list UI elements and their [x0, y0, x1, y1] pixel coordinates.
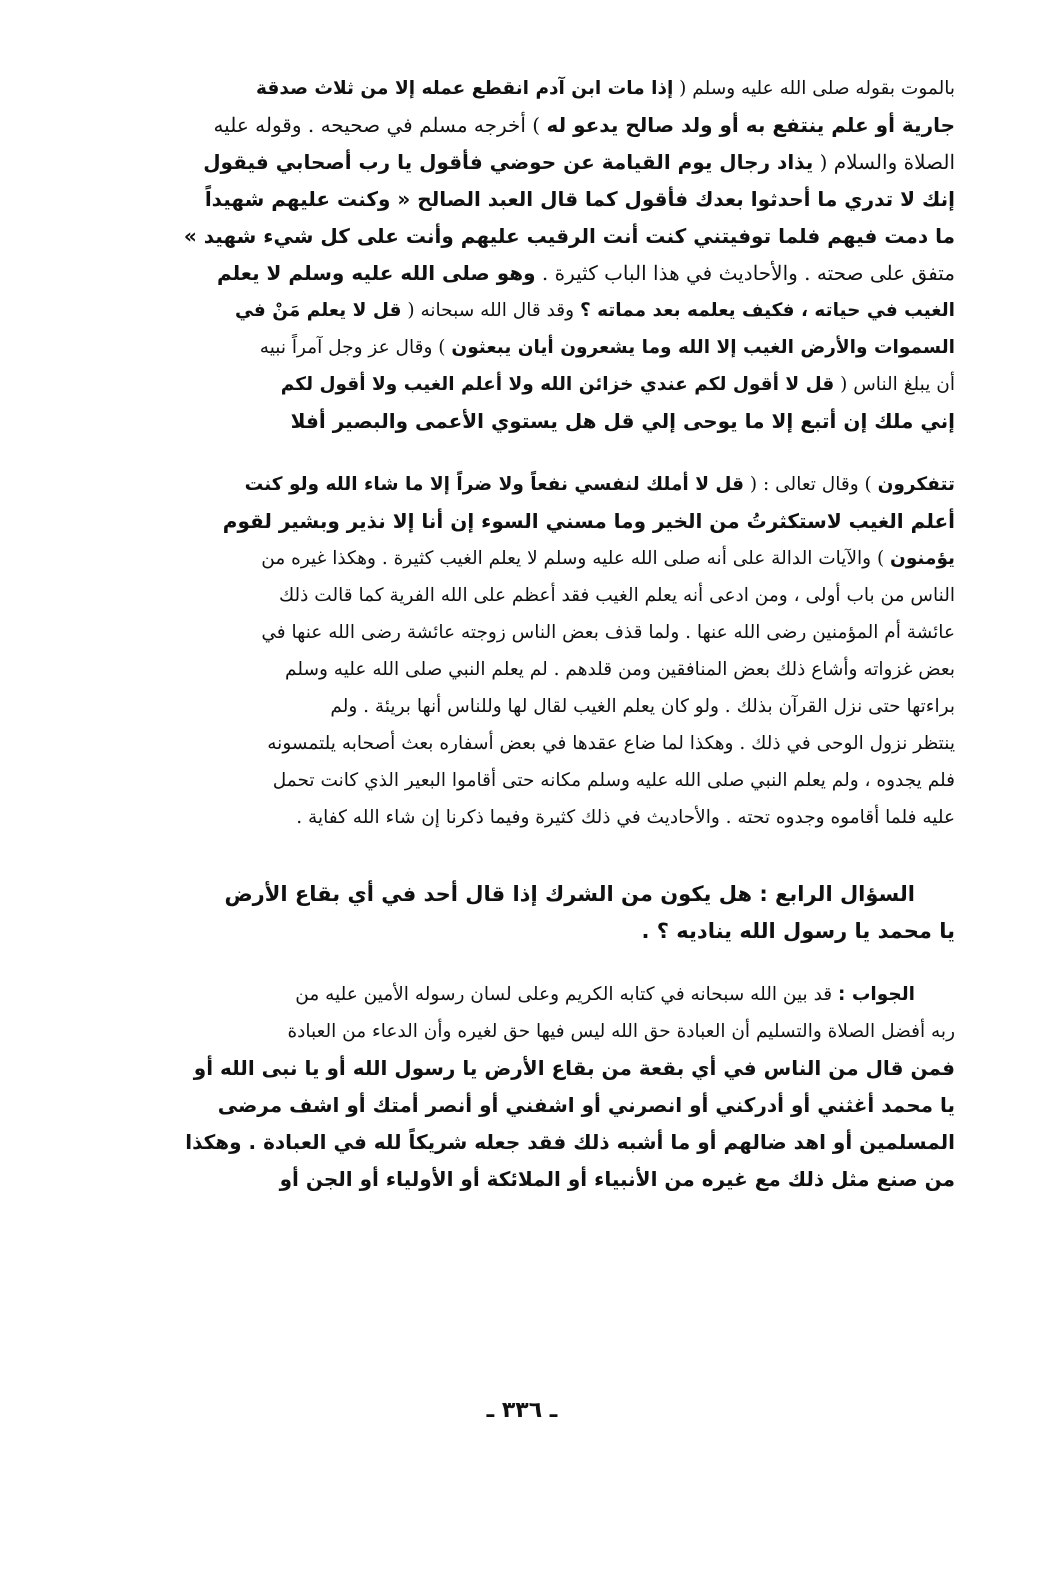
paragraph-gap	[95, 950, 955, 976]
text-line	[95, 466, 955, 503]
page-number: ـ ٣٣٦ ـ	[486, 1398, 558, 1423]
text-line	[95, 762, 955, 799]
text-line	[95, 688, 955, 725]
text-line	[95, 181, 955, 218]
bold-text: فمن قال من الناس في أي بقعة من بقاع الأرض يا رسول الله أو يا نبى الله أو	[193, 1056, 955, 1080]
plain-text: ) وقال تعالى : (	[744, 474, 878, 495]
text-line	[95, 976, 955, 1013]
section-gap	[95, 836, 955, 876]
text-line	[95, 107, 955, 144]
text-line	[95, 1050, 955, 1087]
question-heading	[95, 876, 955, 950]
bold-text: وهو صلى الله عليه وسلم لا يعلم	[216, 261, 536, 285]
bold-text: الغيب في حياته ، فكيف يعلمه بعد مماته ؟	[579, 300, 955, 321]
question-line: يا محمد يا رسول الله يناديه ؟ .	[641, 919, 955, 943]
bold-text: جارية أو علم ينتفع به أو ولد صالح يدعو له	[546, 113, 955, 137]
plain-text: عائشة أم المؤمنين رضى الله عنها . ولما قذف بعض الناس زوجته عائشة رضى الله عنها في	[261, 622, 955, 643]
paragraph-2	[95, 466, 955, 836]
text-line	[95, 366, 955, 403]
bold-text: يا محمد أغثني أو أدركني أو انصرني أو اشفني أو أنصر أمتك أو اشف مرضى	[217, 1093, 955, 1117]
plain-text: بعض غزواته وأشاع ذلك بعض المنافقين ومن قلدهم . لم يعلم النبي صلى الله عليه وسلم	[285, 659, 955, 680]
plain-text: أن يبلغ الناس (	[834, 374, 955, 395]
bold-text: السموات والأرض الغيب إلا الله وما يشعرون أيان يبعثون	[451, 337, 955, 358]
bold-text: قل لا يعلم مَنْ في	[234, 300, 402, 321]
answer-paragraph	[95, 976, 955, 1198]
plain-text: فلم يجدوه ، ولم يعلم النبي صلى الله عليه وسلم مكانه حتى أقاموا البعير الذي كانت تحمل	[272, 770, 955, 791]
text-line	[95, 403, 955, 440]
text-line	[95, 218, 955, 255]
plain-text: متفق على صحته . والأحاديث في هذا الباب كثيرة .	[535, 261, 955, 285]
plain-text: الصلاة والسلام (	[813, 150, 955, 174]
bold-text: تتفكرون	[877, 474, 955, 495]
text-line	[95, 577, 955, 614]
bold-text: إذا مات ابن آدم انقطع عمله إلا من ثلاث صدقة	[256, 78, 674, 99]
book-page	[95, 70, 955, 1198]
bold-text: أعلم الغيب لاستكثرتُ من الخير وما مسني السوء إن أنا إلا نذير وبشير لقوم	[222, 509, 955, 533]
question-line: السؤال الرابع : هل يكون من الشرك إذا قال أحد في أي بقاع الأرض	[224, 882, 915, 906]
text-line	[95, 1124, 955, 1161]
text-line	[95, 292, 955, 329]
text-line	[95, 503, 955, 540]
plain-text: وقد قال الله سبحانه (	[401, 300, 580, 321]
text-line	[95, 1013, 955, 1050]
text-line	[95, 1161, 955, 1198]
text-line	[95, 70, 955, 107]
bold-text: المسلمين أو اهد ضالهم أو ما أشبه ذلك فقد جعله شريكاً لله في العبادة . وهكذا	[185, 1130, 955, 1154]
plain-text: عليه فلما أقاموه وجدوه تحته . والأحاديث في ذلك كثيرة وفيما ذكرنا إن شاء الله كفاية .	[296, 807, 955, 828]
plain-text: ) والآيات الدالة على أنه صلى الله عليه وسلم لا يعلم الغيب كثيرة . وهكذا غيره من	[261, 548, 891, 569]
plain-text: ربه أفضل الصلاة والتسليم أن العبادة حق الله ليس فيها حق لغيره وأن الدعاء من العبادة	[287, 1021, 955, 1042]
paragraph-1	[95, 70, 955, 440]
bold-text: قل لا أملك لنفسي نفعاً ولا ضراً إلا ما شاء الله ولو كنت	[244, 474, 745, 495]
plain-text: قد بين الله سبحانه في كتابه الكريم وعلى لسان رسوله الأمين عليه من	[295, 984, 838, 1005]
plain-text: براءتها حتى نزل القرآن بذلك . ولو كان يعلم الغيب لقال لها وللناس أنها بريئة . ولم	[330, 696, 955, 717]
text-line	[95, 255, 955, 292]
bold-text: يؤمنون	[890, 548, 955, 569]
text-line	[95, 144, 955, 181]
bold-text: قل لا أقول لكم عندي خزائن الله ولا أعلم الغيب ولا أقول لكم	[280, 374, 835, 395]
plain-text: بالموت بقوله صلى الله عليه وسلم (	[673, 78, 955, 99]
text-line	[95, 614, 955, 651]
text-line	[95, 1087, 955, 1124]
bold-text: ما دمت فيهم فلما توفيتني كنت أنت الرقيب عليهم وأنت على كل شيء شهيد »	[183, 224, 955, 248]
bold-text: إني ملك إن أتبع إلا ما يوحى إلي قل هل يستوي الأعمى والبصير أفلا	[290, 409, 955, 433]
paragraph-gap	[95, 440, 955, 466]
text-line	[95, 725, 955, 762]
text-line	[95, 651, 955, 688]
bold-text: يذاد رجال يوم القيامة عن حوضي فأقول يا رب أصحابي فيقول	[203, 150, 814, 174]
answer-label: الجواب :	[838, 984, 915, 1005]
text-line	[95, 329, 955, 366]
text-line	[95, 799, 955, 836]
bold-text: إنك لا تدري ما أحدثوا بعدك فأقول كما قال العبد الصالح « وكنت عليهم شهيداً	[204, 187, 955, 211]
plain-text: ) أخرجه مسلم في صحيحه . وقوله عليه	[213, 113, 547, 137]
plain-text: ينتظر نزول الوحى في ذلك . وهكذا لما ضاع عقدها في بعض أسفاره بعث أصحابه يلتمسونه	[267, 733, 955, 754]
bold-text: من صنع مثل ذلك مع غيره من الأنبياء أو الملائكة أو الأولياء أو الجن أو	[279, 1167, 955, 1191]
plain-text: ) وقال عز وجل آمراً نبيه	[259, 337, 452, 358]
text-line	[95, 540, 955, 577]
plain-text: الناس من باب أولى ، ومن ادعى أنه يعلم الغيب فقد أعظم على الله الفرية كما قالت ذلك	[278, 585, 955, 606]
